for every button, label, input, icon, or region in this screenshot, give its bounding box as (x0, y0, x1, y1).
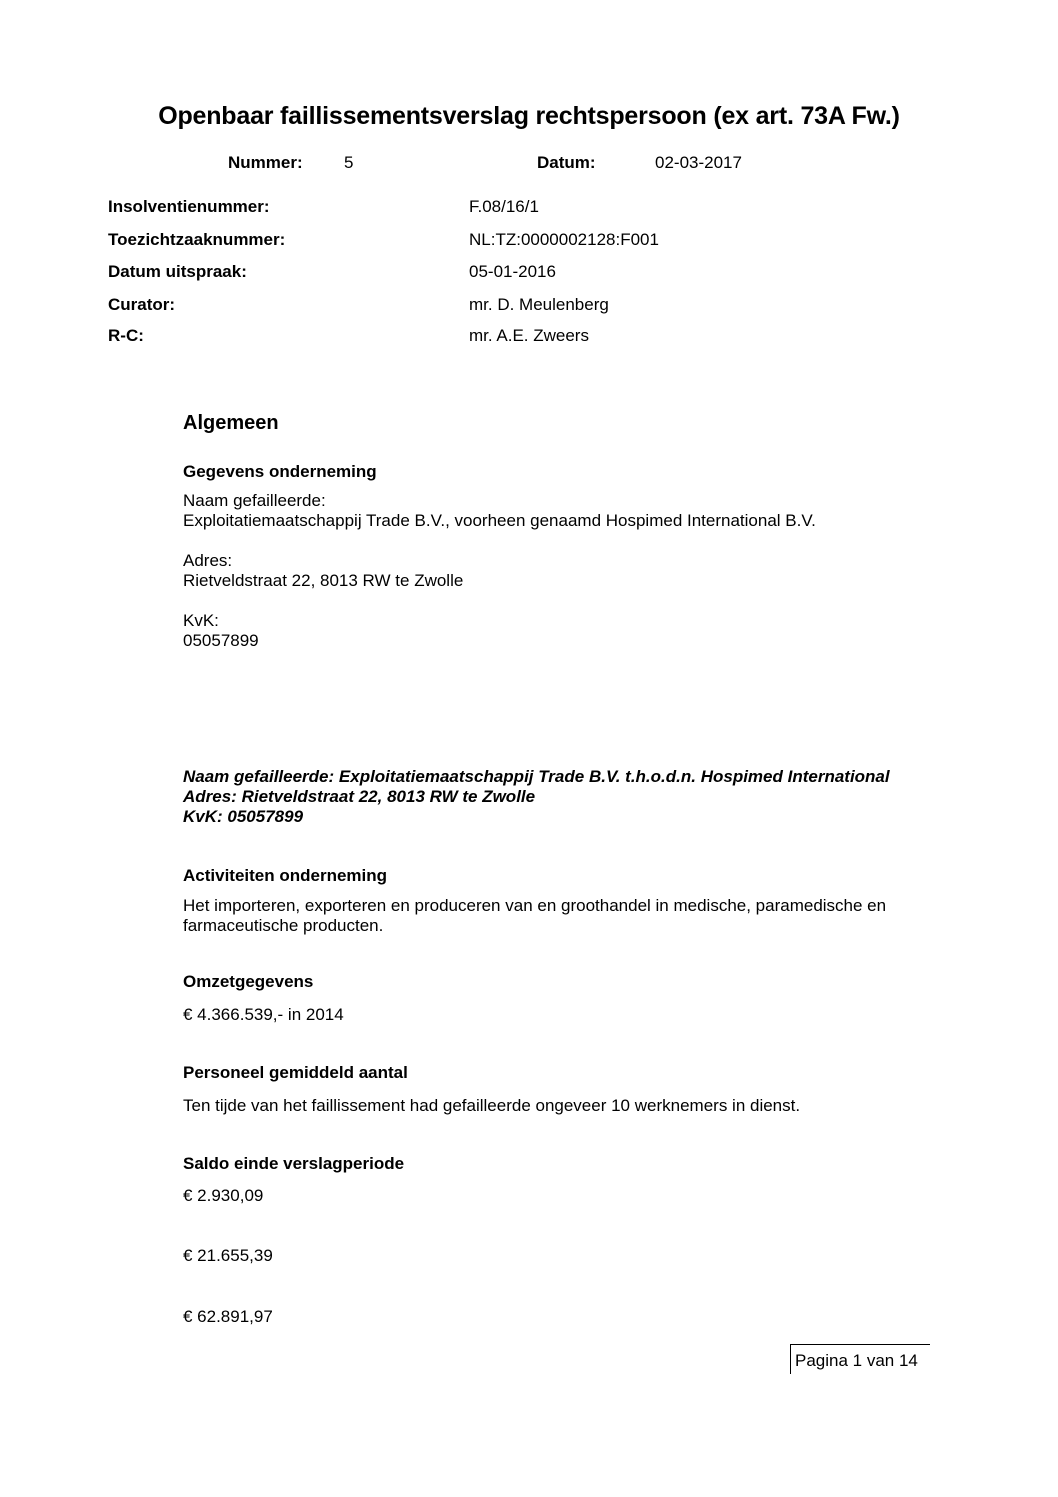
datum-uitspraak-label: Datum uitspraak: (108, 262, 247, 281)
page-number-box (790, 1344, 930, 1374)
section-heading-algemeen: Algemeen (183, 412, 279, 434)
subheading-personeel: Personeel gemiddeld aantal (183, 1063, 408, 1082)
kvk-label: KvK: (183, 611, 219, 630)
toezichtzaaknummer-label: Toezichtzaaknummer: (108, 230, 286, 249)
insolventienummer-label: Insolventienummer: (108, 197, 270, 216)
saldo-value-3: € 62.891,97 (183, 1307, 273, 1326)
adres-value: Rietveldstraat 22, 8013 RW te Zwolle (183, 571, 464, 590)
subheading-saldo: Saldo einde verslagperiode (183, 1154, 405, 1173)
subheading-activiteiten: Activiteiten onderneming (183, 866, 388, 885)
saldo-value-1: € 2.930,09 (183, 1186, 264, 1205)
naam-gefailleerde-label: Naam gefailleerde: (183, 491, 326, 510)
nummer-value: 5 (344, 153, 354, 172)
personeel-value: Ten tijde van het faillissement had gefailleerde ongeveer 10 werknemers in dienst. (183, 1096, 801, 1115)
activiteiten-line-1: Het importeren, exporteren en produceren van en groothandel in medische, paramedische en (183, 896, 887, 915)
omzet-value: € 4.366.539,- in 2014 (183, 1005, 344, 1024)
summary-adres: Adres: Rietveldstraat 22, 8013 RW te Zwolle (183, 787, 536, 806)
rc-label: R-C: (108, 326, 144, 345)
summary-naam: Naam gefailleerde: Exploitatiemaatschappij Trade B.V. t.h.o.d.n. Hospimed International (183, 767, 890, 786)
datum-value: 02-03-2017 (655, 153, 742, 172)
naam-gefailleerde-value: Exploitatiemaatschappij Trade B.V., voorheen genaamd Hospimed International B.V. (183, 511, 816, 530)
page-number: Pagina 1 van 14 (795, 1351, 918, 1370)
activiteiten-line-2: farmaceutische producten. (183, 916, 384, 935)
rc-value: mr. A.E. Zweers (469, 326, 589, 345)
insolventienummer-value: F.08/16/1 (469, 197, 539, 216)
toezichtzaaknummer-value: NL:TZ:0000002128:F001 (469, 230, 659, 249)
curator-label: Curator: (108, 295, 176, 314)
saldo-value-2: € 21.655,39 (183, 1246, 273, 1265)
curator-value: mr. D. Meulenberg (469, 295, 609, 314)
summary-kvk: KvK: 05057899 (183, 807, 304, 826)
datum-label: Datum: (537, 153, 596, 172)
datum-uitspraak-value: 05-01-2016 (469, 262, 556, 281)
kvk-value: 05057899 (183, 631, 259, 650)
subheading-omzetgegevens: Omzetgegevens (183, 972, 314, 991)
page-title: Openbaar faillissementsverslag rechtspersoon (ex art. 73A Fw.) (158, 102, 900, 130)
subheading-gegevens-onderneming: Gegevens onderneming (183, 462, 377, 481)
adres-label: Adres: (183, 551, 233, 570)
nummer-label: Nummer: (228, 153, 303, 172)
